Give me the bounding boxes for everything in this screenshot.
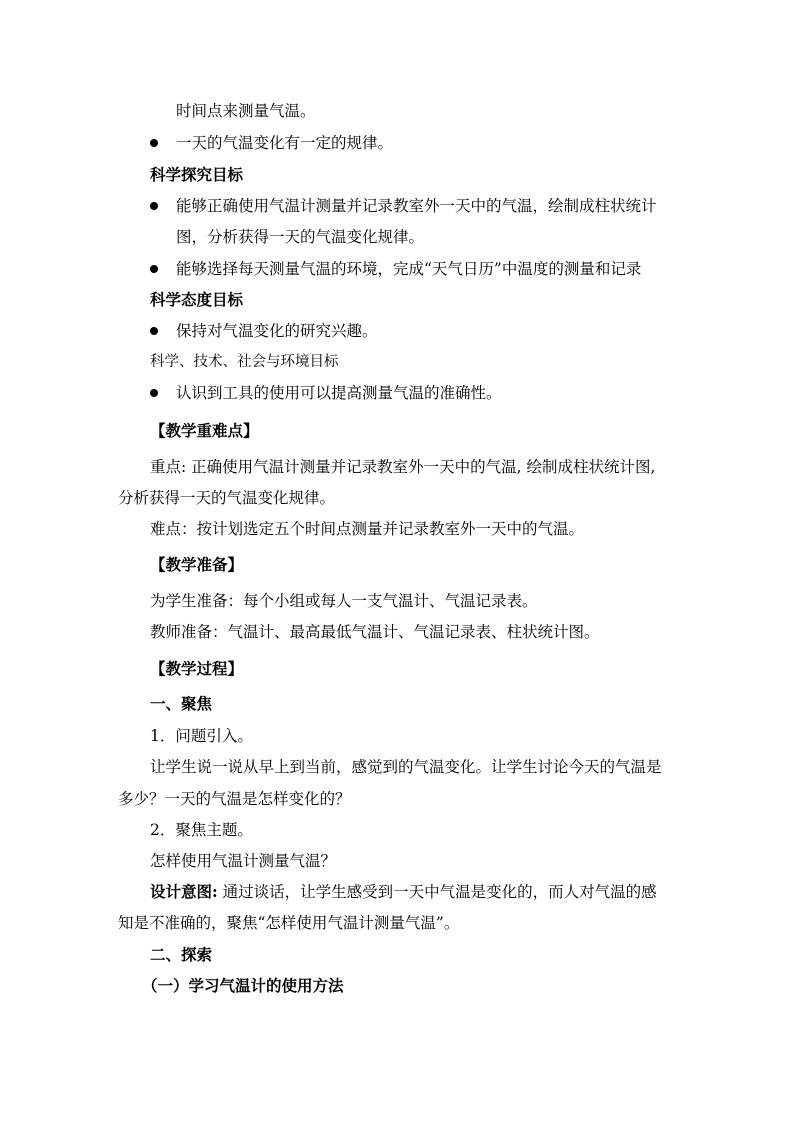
inquiry-bullet1-line2: 图，分析获得一天的气温变化规律。	[176, 228, 425, 246]
item2-text: 怎样使用气温计测量气温？	[150, 852, 337, 870]
item1-text-line2: 多少？一天的气温是怎样变化的？	[118, 790, 351, 808]
item1-title: 1．问题引入。	[150, 727, 253, 745]
attitude-bullet: 保持对气温变化的研究兴趣。	[176, 322, 378, 340]
inquiry-bullet1-line1: 能够正确使用气温计测量并记录教室外一天中的气温，绘制成柱状统计	[176, 197, 657, 215]
design-intent-line1	[150, 882, 657, 902]
preparation-teacher: 教师准备：气温计、最高最低气温计、气温记录表、柱状统计图。	[150, 623, 600, 641]
design-intent-label: 设计意图:	[150, 882, 218, 901]
inquiry-bullet2: 能够选择每天测量气温的环境，完成“天气日历”中温度的测量和记录	[176, 260, 642, 278]
design-intent-line2: 知是不准确的，聚焦“怎样使用气温计测量气温”。	[118, 914, 460, 932]
bullet-icon	[150, 389, 158, 397]
preparation-students: 为学生准备：每个小组或每人一支气温计、气温记录表。	[150, 592, 538, 610]
item1-text-line1: 让学生说一说从早上到当前，感觉到的气温变化。让学生讨论今天的气温是	[150, 758, 662, 776]
attitude-heading: 科学态度目标	[150, 290, 244, 309]
explore-heading: 二、探索	[150, 945, 213, 964]
item2-title: 2．聚焦主题。	[150, 821, 253, 839]
bullet-icon	[150, 327, 158, 335]
design-intent-text: 通过谈话，让学生感受到一天中气温是变化的，而人对气温的感	[217, 883, 657, 901]
stse-bullet: 认识到工具的使用可以提高测量气温的准确性。	[176, 384, 502, 402]
bullet-icon	[150, 139, 158, 147]
intro-continued: 时间点来测量气温。	[176, 102, 316, 120]
difficult-point: 难点：按计划选定五个时间点测量并记录教室外一天中的气温。	[150, 520, 585, 538]
focus-heading: 一、聚焦	[150, 694, 213, 713]
key-point-line2: 分析获得一天的气温变化规律。	[118, 489, 336, 507]
preparation-heading: 【教学准备】	[150, 555, 244, 574]
key-points-heading: 【教学重难点】	[150, 421, 259, 440]
stse-heading: 科学、技术、社会与环境目标	[150, 354, 339, 370]
inquiry-heading: 科学探究目标	[150, 165, 244, 184]
explore-subheading: （一）学习气温计的使用方法	[142, 976, 344, 995]
process-heading: 【教学过程】	[150, 659, 244, 678]
knowledge-bullet-text: 一天的气温变化有一定的规律。	[176, 134, 394, 152]
key-point-line1: 重点: 正确使用气温计测量并记录教室外一天中的气温, 绘制成柱状统计图,	[150, 458, 656, 476]
bullet-icon	[150, 202, 158, 210]
bullet-icon	[150, 265, 158, 273]
